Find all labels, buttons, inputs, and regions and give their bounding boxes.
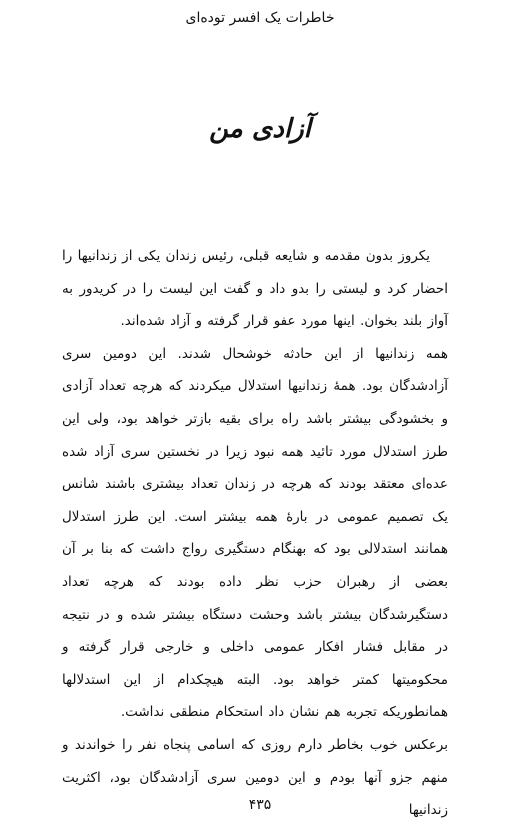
paragraph-3: برعکس خوب بخاطر دارم روزی که اسامی پنجاه نفر را خواندند و منهم جزو آنها بودم و این دومین سری آزادشدگان بود، اکثریت زندانیها — [62, 736, 448, 819]
running-header: خاطرات یک افسر توده‌ای — [185, 10, 335, 26]
chapter-title: آزادی من — [209, 114, 311, 144]
body-text — [62, 240, 448, 827]
page-number: ۴۳۵ — [248, 797, 272, 813]
paragraph-2: همه زندانیها از این حادثه خوشحال شدند. این دومین سری آزادشدگان بود. همهٔ زندانیها استدلال میکردند که هرچه تعداد آزادی و بخشودگی بیشتر باشد راه برای بقیه بازتر خواهد بود، ولی این طرز استدلال مورد تائید همه نبود زیرا در نخستین سری آزاد شده عده‌ای معتقد بودند که هرچه در زندان تعداد بیشتری باشند شانس یک تصمیم عمومی در بارهٔ همه بیشتر است. این طرز استدلال همانند استدلالی بود که بهنگام دستگیری رواج داشت که بنا بر آن بعضی از رهبران حزب نظر داده بودند که هرچه تعداد دستگیرشدگان بیشتر باشد وحشت دستگاه بیشتر شده و در نتیجه در مقابل فشار افکار عمومی داخلی و خارجی قرار گرفته و محکومیتها کمتر خواهد بود. البته هیچکدام از این استدلالها همانطوریکه تجربه هم نشان داد استحکام منطقی نداشت. — [62, 345, 448, 721]
paragraph-1: یکروز بدون مقدمه و شایعه قبلی، رئیس زندان یکی از زندانیها را احضار کرد و لیستی را بدو داد و گفت این لیست را در کریدور به آواز بلند بخوان. اینها مورد عفو قرار گرفته و آزاد شده‌اند. — [62, 248, 448, 330]
